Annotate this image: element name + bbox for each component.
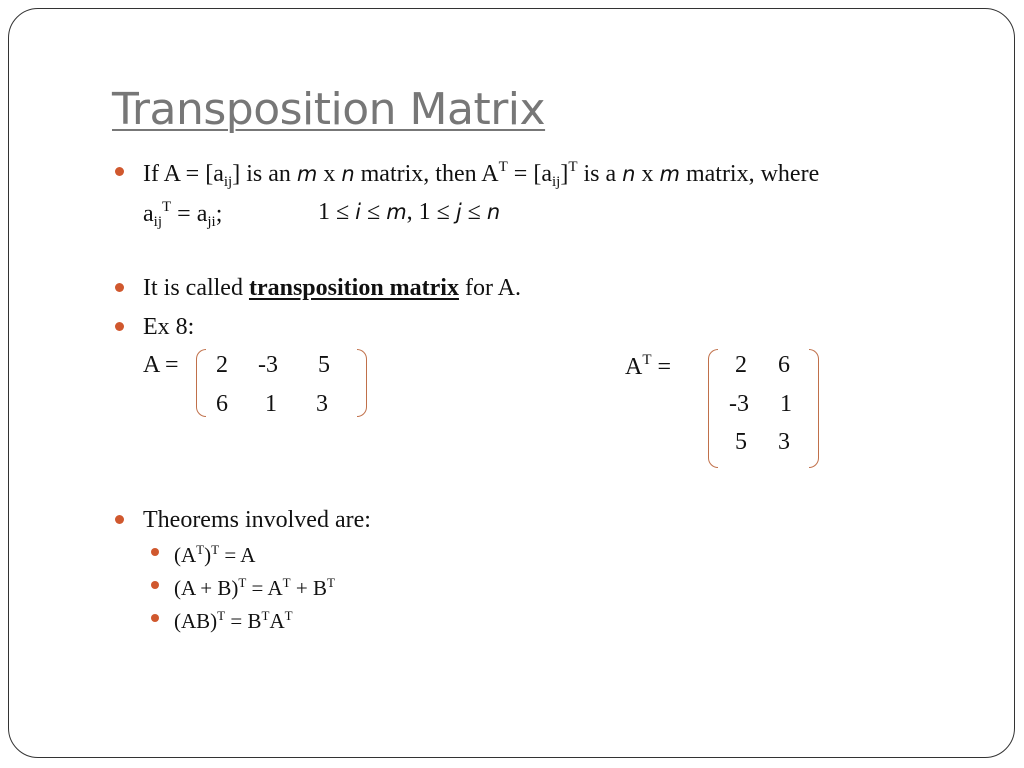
- theorem-2: $(A + B)^T = A^T + B^T$: [174, 575, 335, 600]
- bullet-theorem-2: [151, 581, 159, 589]
- matrix-at-right-bracket: [809, 349, 819, 468]
- matrix-at-cell: 1: [780, 391, 792, 417]
- matrix-a-cell: -3: [258, 352, 278, 378]
- matrix-a-right-bracket: [357, 349, 367, 417]
- bullet-theorem-3: [151, 614, 159, 622]
- matrix-a-cell: 2: [216, 352, 228, 378]
- theorem-3: $(AB)^T = B^TA^T$: [174, 608, 293, 633]
- matrix-at-cell: 2: [735, 352, 747, 378]
- matrix-at-label: $A^T$ =: [625, 352, 672, 380]
- matrix-a-cell: 6: [216, 391, 228, 417]
- bullet-definition: [115, 167, 124, 176]
- slide-title: Transposition Matrix: [112, 84, 546, 135]
- bullet-theorems: [115, 515, 124, 524]
- matrix-a-cell: 5: [318, 352, 330, 378]
- theorem-1: $(A^T)^T = A$: [174, 542, 256, 567]
- matrix-at-cell: 3: [778, 429, 790, 455]
- matrix-a-cell: 3: [316, 391, 328, 417]
- matrix-a-cell: 1: [265, 391, 277, 417]
- bullet-example: [115, 322, 124, 331]
- term-transposition-matrix: transposition matrix: [248, 275, 459, 301]
- matrix-at-left-bracket: [708, 349, 718, 468]
- matrix-at-cell: 5: [735, 429, 747, 455]
- definition-range: 1 ≤ i ≤ m, 1 ≤ j ≤ n: [318, 199, 501, 225]
- definition-line-2: $a_{ij}^T = a_{ji}$;: [143, 199, 223, 230]
- matrix-at-cell: 6: [778, 352, 790, 378]
- matrix-a-label: A =: [143, 352, 179, 378]
- bullet-called: [115, 283, 124, 292]
- matrix-at-cell: -3: [729, 391, 749, 417]
- called-line: It is called transposition matrix for A.: [143, 275, 521, 301]
- bullet-theorem-1: [151, 548, 159, 556]
- theorems-heading: Theorems involved are:: [143, 507, 371, 533]
- definition-line-1: If $A = [a_{ij}]$ is an m x n matrix, then $A^T = [a_{ij}]^T$ is a n x m matrix, where: [143, 159, 820, 190]
- example-label: Ex 8:: [143, 314, 195, 340]
